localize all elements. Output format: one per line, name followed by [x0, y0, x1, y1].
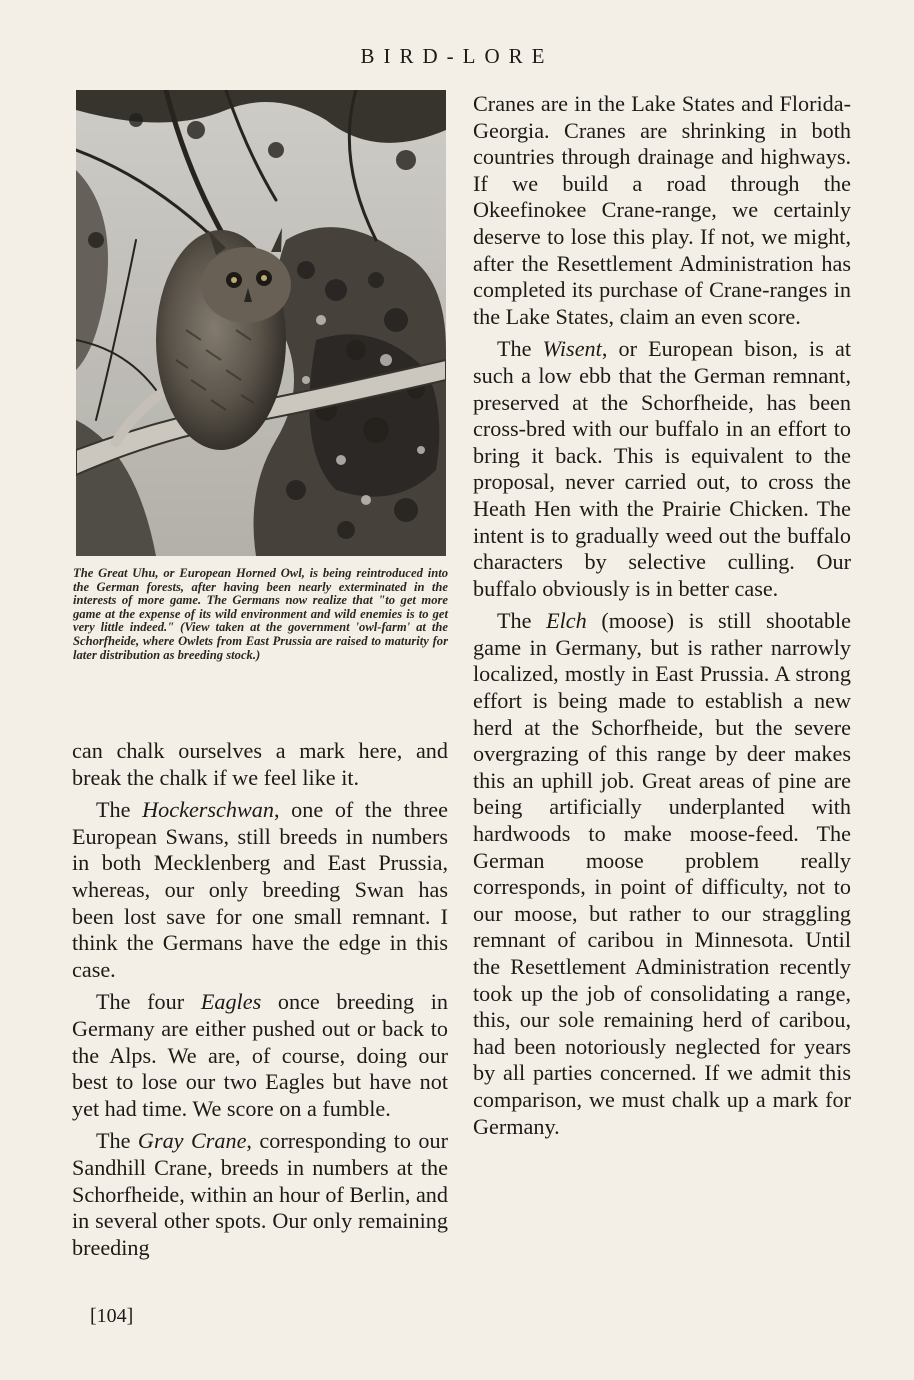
- italic-term: Eagles: [200, 989, 262, 1015]
- paragraph: The Wisent, or European bison, is at such a low ebb that the German remnant, preserved at the Schorfheide, has been cross-bred with our buffalo in an effort to bring it back. This is equivalent to the proposal, never carried out, to cross the Heath Hen with the Prairie Chicken. The intent is to gradually weed out the buffalo characters by selective culling. Our buffalo obviously is in better case.: [473, 336, 851, 601]
- paragraph: The four Eagles once breeding in Germany are either pushed out or back to the Alps. We are, of course, doing our best to lose our two Eagles but have not yet had time. We score on a fumble.: [72, 989, 448, 1121]
- left-column: [72, 738, 448, 1267]
- italic-term: Hockerschwan: [142, 797, 274, 823]
- right-column: [473, 91, 851, 1146]
- running-header: BIRD-LORE: [360, 44, 554, 68]
- page-number: [104]: [90, 1305, 134, 1327]
- italic-term: Wisent: [542, 336, 602, 362]
- italic-term: Gray Crane: [137, 1128, 247, 1154]
- figure-caption: The Great Uhu, or European Horned Owl, is being reintroduced into the German forests, after having been nearly exterminated in the interests of more game. The Germans now realize that "to get more game at the expense of its wild environment and wild enemies is to get very little indeed." (View taken at the government 'owl-farm' at the Schorfheide, where Owlets from East Prussia are raised to maturity for later distribution as breeding stock.): [73, 566, 448, 662]
- paragraph: can chalk ourselves a mark here, and break the chalk if we feel like it.: [72, 738, 448, 790]
- italic-term: Elch: [546, 608, 587, 634]
- paragraph: Cranes are in the Lake States and Florida-Georgia. Cranes are shrinking in both countries through drainage and highways. If we build a road through the Okeefinokee Crane-range, we certainly deserve to lose this play. If not, we might, after the Resettlement Administration has completed its purchase of Crane-ranges in the Lake States, claim an even score.: [473, 91, 851, 329]
- paragraph: The Gray Crane, corresponding to our Sandhill Crane, breeds in numbers at the Schorfheide, within an hour of Berlin, and in several other spots. Our only remaining breeding: [72, 1128, 448, 1260]
- paragraph: The Hockerschwan, one of the three European Swans, still breeds in numbers in both Mecklenberg and East Prussia, whereas, our only breeding Swan has been lost save for one small remnant. I think the Germans have the edge in this case.: [72, 797, 448, 982]
- owl-photo-icon: [76, 90, 446, 556]
- paragraph: The Elch (moose) is still shootable game in Germany, but is rather narrowly localized, mostly in East Prussia. A strong effort is being made to establish a new herd at the Schorfheide, but the severe overgrazing of this range by deer makes this an uphill job. Great areas of pine are being artificially underplanted with hardwoods to make moose-feed. The German moose problem really corresponds, in point of difficulty, not to our moose, but rather to our straggling remnant of caribou in Minnesota. Until the Resettlement Administration recently took up the job of consolidating a range, this, our sole remaining herd of caribou, had been notoriously neglected for years by all parties concerned. If we admit this comparison, we must chalk up a mark for Germany.: [473, 608, 851, 1139]
